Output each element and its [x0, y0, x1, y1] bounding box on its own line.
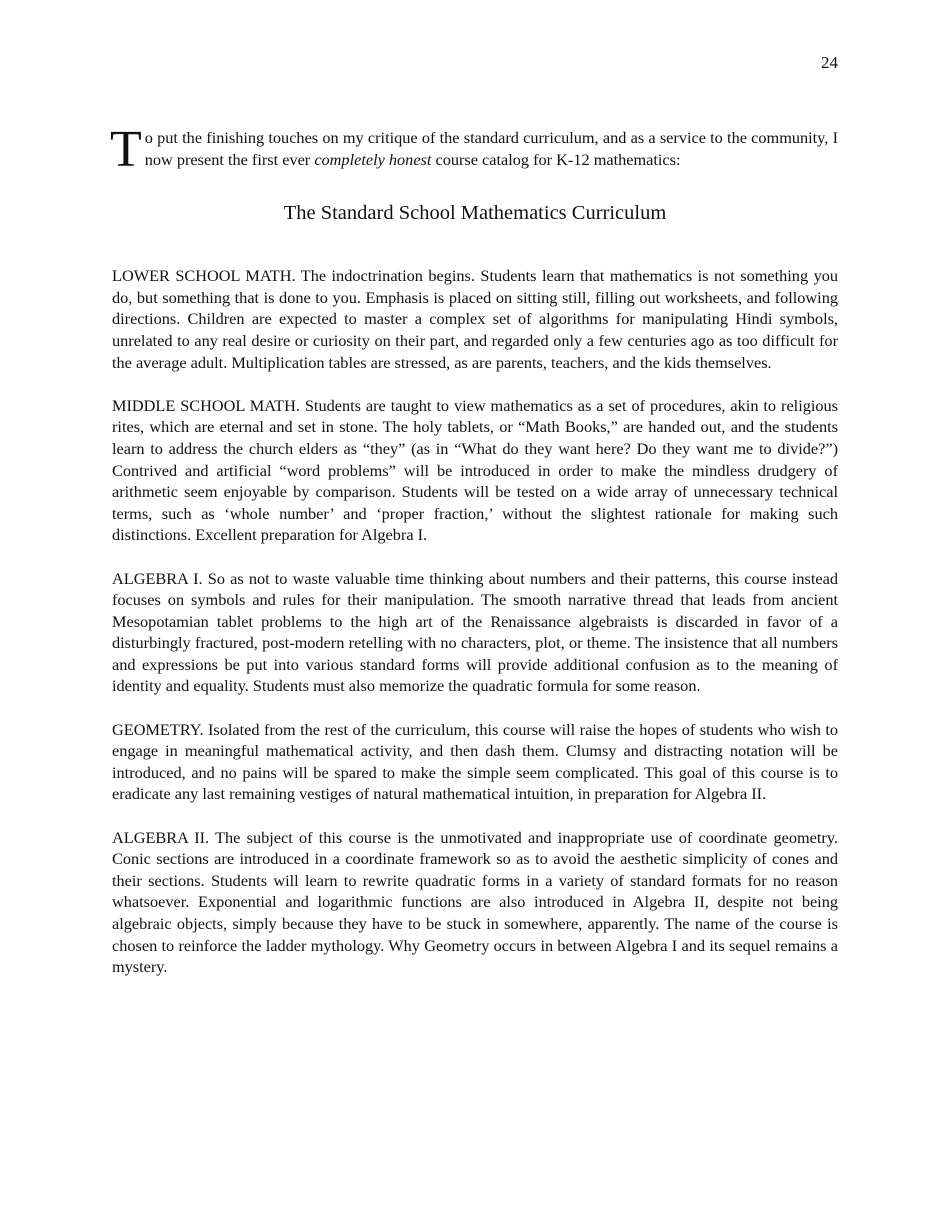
intro-emphasis: completely honest [314, 149, 432, 169]
section-middle-school-math: MIDDLE SCHOOL MATH. Students are taught to view mathematics as a set of procedures, akin to religious rites, which are eternal and set in stone. The holy tablets, or “Math Books,” are handed out, and the students learn to address the church elders as “they” (as in “What do they want here? Do they want me to divide?”) Contrived and artificial “word problems” will be introduced in order to make the mindless drudgery of arithmetic seem enjoyable by comparison. Students will be tested on a wide array of unnecessary technical terms, such as ‘whole number’ and ‘proper fraction,’ without the slightest rationale for making such distinctions. Excellent preparation for Algebra I. [112, 395, 838, 545]
section-algebra-one: ALGEBRA I. So as not to waste valuable time thinking about numbers and their patterns, this course instead focuses on symbols and rules for their manipulation. The smooth narrative thread that leads from ancient Mesopotamian tablet problems to the high art of the Renaissance algebraists is discarded in favor of a disturbingly fractured, post-modern retelling with no characters, plot, or theme. The insistence that all numbers and expressions be put into various standard forms will provide additional confusion as to the meaning of identity and equality. Students must also memorize the quadratic formula for some reason. [112, 568, 838, 696]
intro-text-start: o put the finishing touches on my critique of the standard curriculum, and as a service to the community, I now present the first ever [144, 128, 838, 169]
intro-text-end: course catalog for K-12 mathematics: [431, 149, 681, 169]
section-algebra-two: ALGEBRA II. The subject of this course is the unmotivated and inappropriate use of coordinate geometry. Conic sections are introduced in a coordinate framework so as to avoid the aesthetic simplicity of cones and their sections. Students will learn to rewrite quadratic forms in a variety of standard formats for no reason whatsoever. Exponential and logarithmic functions are also introduced in Algebra II, despite not being algebraic objects, simply because they have to be stuck in somewhere, apparently. The name of the course is chosen to reinforce the ladder mythology. Why Geometry occurs in between Algebra I and its sequel remains a mystery. [112, 827, 838, 977]
section-lower-school-math: LOWER SCHOOL MATH. The indoctrination begins. Students learn that mathematics is not something you do, but something that is done to you. Emphasis is placed on sitting still, filling out worksheets, and following directions. Children are expected to master a complex set of algorithms for manipulating Hindi symbols, unrelated to any real desire or curiosity on their part, and regarded only a few centuries ago as too difficult for the average adult. Multiplication tables are stressed, as are parents, teachers, and the kids themselves. [112, 266, 838, 372]
intro-paragraph [110, 121, 838, 178]
curriculum-heading: The Standard School Mathematics Curriculum [283, 202, 667, 225]
page-number: 24 [821, 53, 838, 72]
section-geometry: GEOMETRY. Isolated from the rest of the curriculum, this course will raise the hopes of students who wish to engage in meaningful mathematical activity, and then dash them. Clumsy and distracting notation will be introduced, and no pains will be spared to make the simple seem complicated. This goal of this course is to eradicate any last remaining vestiges of natural mathematical intuition, in preparation for Algebra II. [112, 719, 838, 804]
document-body [110, 121, 838, 978]
drop-cap: T [110, 121, 142, 178]
